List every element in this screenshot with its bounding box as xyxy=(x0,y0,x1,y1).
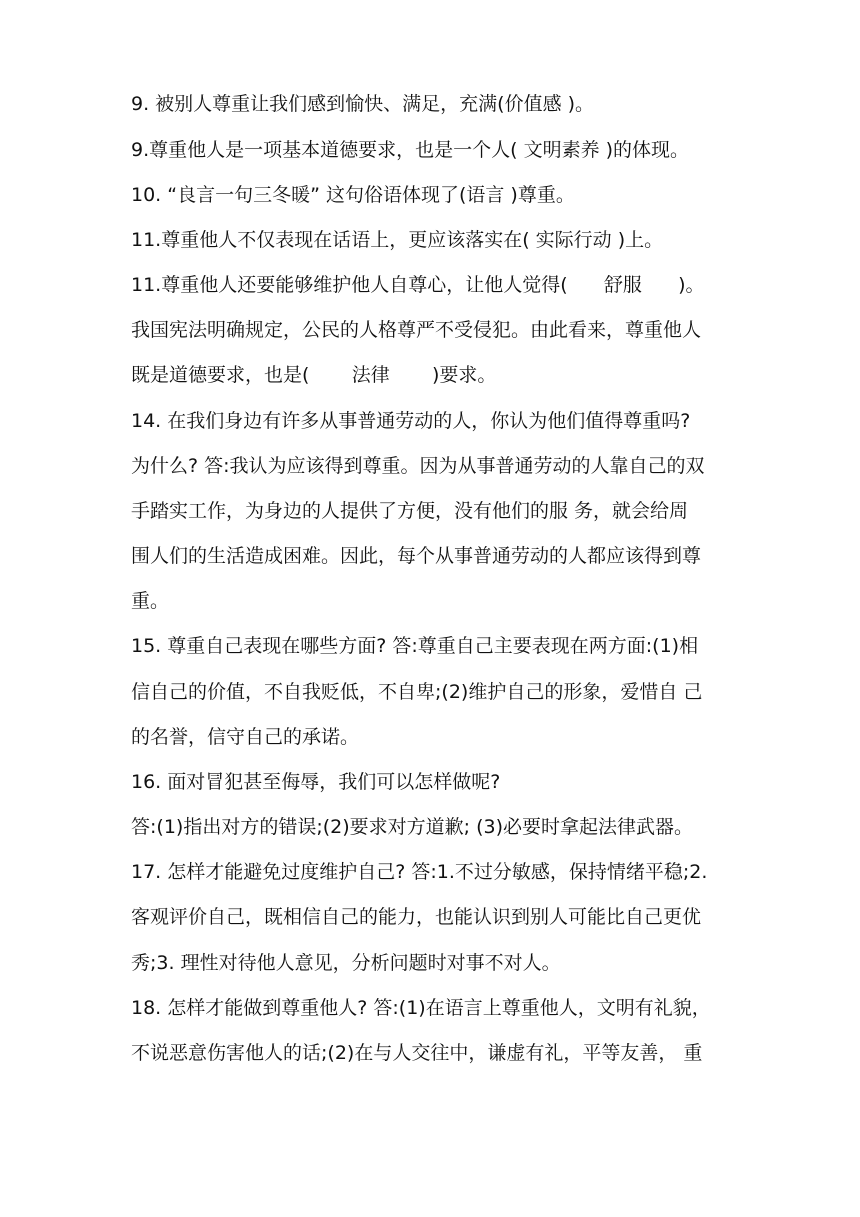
text-line-21: 18. 怎样才能做到尊重他人? 答:(1)在语言上尊重他人，文明有礼貌， xyxy=(131,997,711,1019)
text-line-5: 11.尊重他人还要能够维护他人自尊心，让他人觉得( 舒服 )。 xyxy=(131,274,705,296)
text-line-11: 围人们的生活造成困难。因此，每个从事普通劳动的人都应该得到尊 xyxy=(131,545,702,567)
text-line-20: 秀;3. 理性对待他人意见，分析问题时对事不对人。 xyxy=(131,952,561,974)
text-line-22: 不说恶意伤害他人的话;(2)在与人交往中，谦虚有礼，平等友善， 重 xyxy=(131,1042,703,1064)
text-line-14: 信自己的价值，不自我贬低，不自卑;(2)维护自己的形象，爱惜自 己 xyxy=(131,681,703,703)
text-line-4: 11.尊重他人不仅表现在话语上，更应该落实在( 实际行动 )上。 xyxy=(131,229,664,251)
text-line-16: 16. 面对冒犯甚至侮辱，我们可以怎样做呢? xyxy=(131,771,501,793)
text-line-15: 的名誉，信守自己的承诺。 xyxy=(131,726,360,748)
text-line-6: 我国宪法明确规定，公民的人格尊严不受侵犯。由此看来，尊重他人 xyxy=(131,319,702,341)
text-line-3: 10. “良言一句三冬暖” 这句俗语体现了(语言 )尊重。 xyxy=(131,184,575,206)
text-line-9: 为什么? 答:我认为应该得到尊重。因为从事普通劳动的人靠自己的双 xyxy=(131,455,705,477)
text-line-7: 既是道德要求，也是( 法律 )要求。 xyxy=(131,364,497,386)
text-line-19: 客观评价自己，既相信自己的能力，也能认识到别人可能比自己更优 xyxy=(131,906,702,928)
text-line-12: 重。 xyxy=(131,590,170,612)
text-line-2: 9.尊重他人是一项基本道德要求，也是一个人( 文明素养 )的体现。 xyxy=(131,139,690,161)
text-line-13: 15. 尊重自己表现在哪些方面? 答:尊重自己主要表现在两方面:(1)相 xyxy=(131,635,699,657)
text-line-1: 9. 被别人尊重让我们感到愉快、满足，充满(价值感 )。 xyxy=(131,93,595,115)
text-line-17: 答:(1)指出对方的错误;(2)要求对方道歉; (3)必要时拿起法律武器。 xyxy=(131,816,693,838)
text-line-10: 手踏实工作，为身边的人提供了方便，没有他们的服 务，就会给周 xyxy=(131,500,689,522)
text-line-18: 17. 怎样才能避免过度维护自己? 答:1.不过分敏感，保持情绪平稳;2. xyxy=(131,861,708,883)
text-line-8: 14. 在我们身边有许多从事普通劳动的人，你认为他们值得尊重吗? xyxy=(131,410,691,432)
